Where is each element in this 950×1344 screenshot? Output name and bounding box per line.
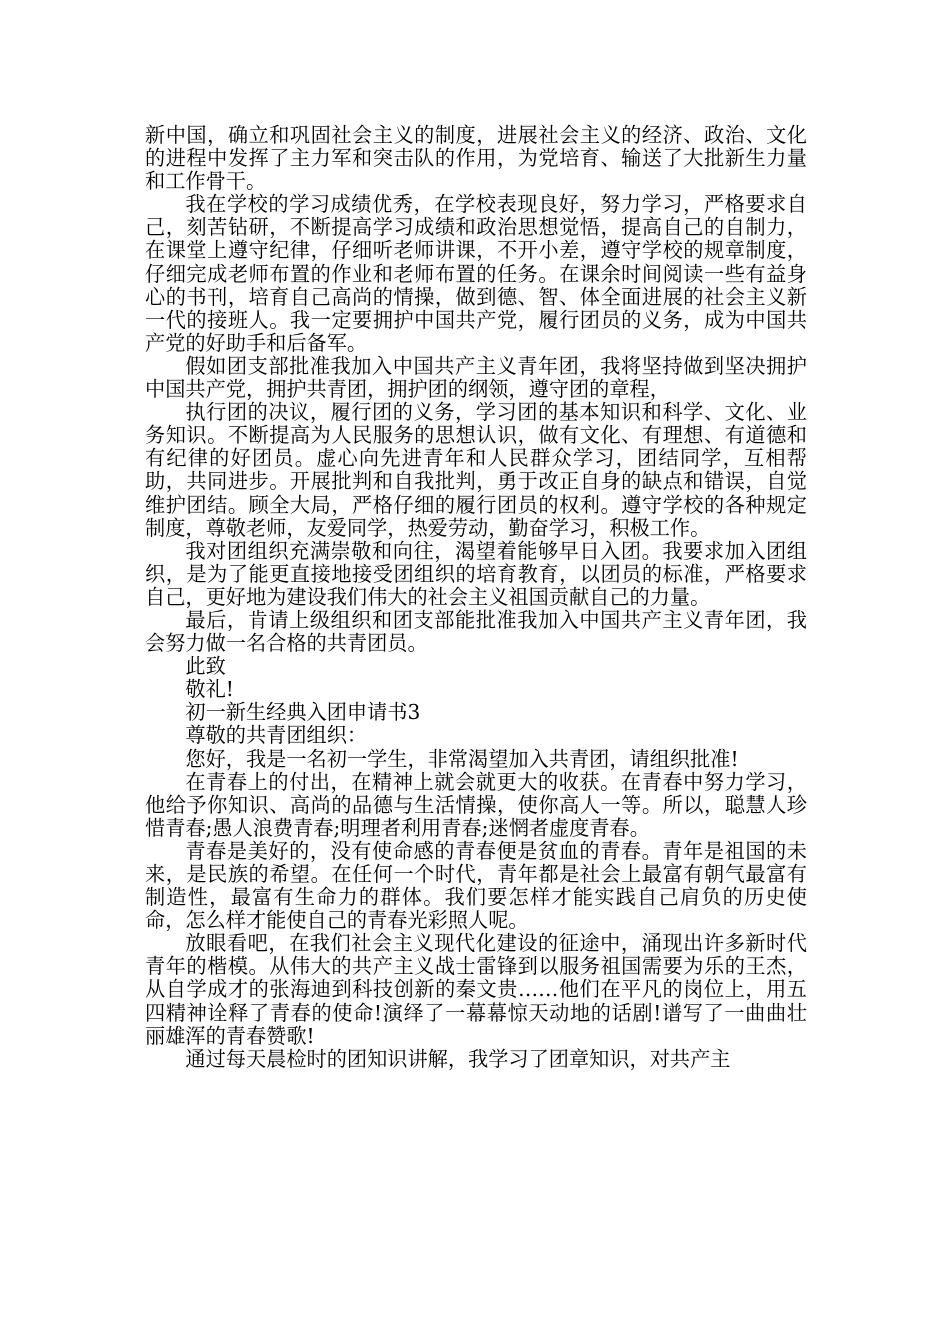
paragraph-11: 您好，我是一名初一学生，非常渴望加入共青团，请组织批准! xyxy=(185,746,739,771)
paragraph-6: 最后，肯请上级组织和团支部能批准我加入中国共产主义青年团，我会努力做一名合格的共青团员。 xyxy=(145,607,807,656)
paragraph-12: 在青春上的付出，在精神上就会就更大的收获。在青春中努力学习，他给予你知识、高尚的品德与生活情操，使你高人一等。所以，聪慧人珍惜青春;愚人浪费青春;明理者利用青春;迷惘者虚度青春。 xyxy=(145,769,807,840)
closing-regards: 敬礼! xyxy=(185,677,234,702)
paragraph-13: 青春是美好的，没有使命感的青春便是贫血的青春。青年是祖国的未来，是民族的希望。在任何一个时代，青年都是社会上最富有朝气最富有制造性，最富有生命力的群体。我们要怎样才能实践自己肩负的历史使命，怎么样才能使自己的青春光彩照人呢。 xyxy=(145,838,807,933)
paragraph-3: 假如团支部批准我加入中国共产主义青年团，我将坚持做到坚决拥护中国共产党，拥护共青团，拥护团的纲领，遵守团的章程， xyxy=(145,353,807,402)
paragraph-2: 我在学校的学习成绩优秀，在学校表现良好，努力学习，严格要求自己，刻苦钻研，不断提高学习成绩和政治思想觉悟，提高自己的自制力，在课堂上遵守纪律，仔细听老师讲课，不开小差，遵守学校的规章制度，仔细完成老师布置的作业和老师布置的任务。在课余时间阅读一些有益身心的书刊，培育自己高尚的情操，做到德、智、体全面进展的社会主义新一代的接班人。我一定要拥护中国共产党，履行团员的义务，成为中国共产党的好助手和后备军。 xyxy=(145,192,807,355)
paragraph-4: 执行团的决议，履行团的义务，学习团的基本知识和科学、文化、业务知识。不断提高为人民服务的思想认识，做有文化、有理想、有道德和有纪律的好团员。虚心向先进青年和人民群众学习，团结同学，互相帮助，共同进步。开展批判和自我批判，勇于改正自身的缺点和错误，自觉维护团结。顾全大局，严格仔细的履行团员的权利。遵守学校的各种规定制度，尊敬老师，友爱同学，热爱劳动，勤奋学习，积极工作。 xyxy=(145,400,807,540)
letter-greeting: 尊敬的共青团组织： xyxy=(185,723,368,748)
closing-salutation: 此致 xyxy=(185,654,226,679)
paragraph-5: 我对团组织充满崇敬和向往，渴望着能够早日入团。我要求加入团组织，是为了能更直接地接受团组织的培育教育，以团员的标准，严格要求自己，更好地为建设我们伟大的社会主义祖国贡献自己的力量。 xyxy=(145,538,807,609)
paragraph-1: 新中国，确立和巩固社会主义的制度，进展社会主义的经济、政治、文化的进程中发挥了主力军和突击队的作用，为党培育、输送了大批新生力量和工作骨干。 xyxy=(145,123,807,194)
paragraph-15: 通过每天晨检时的团知识讲解，我学习了团章知识，对共产主 xyxy=(185,1046,731,1071)
section-title: 初一新生经典入团申请书3 xyxy=(185,700,421,725)
paragraph-14: 放眼看吧，在我们社会主义现代化建设的征途中，涌现出许多新时代青年的楷模。从伟大的共产主义战士雷锋到以服务祖国需要为乐的王杰，从自学成才的张海迪到科技创新的秦文贵……他们在平凡的岗位上，用五四精神诠释了青春的使命!演绎了一幕幕惊天动地的话剧!谱写了一曲曲壮丽雄浑的青春赞歌! xyxy=(145,931,807,1048)
document-body xyxy=(145,124,807,1071)
